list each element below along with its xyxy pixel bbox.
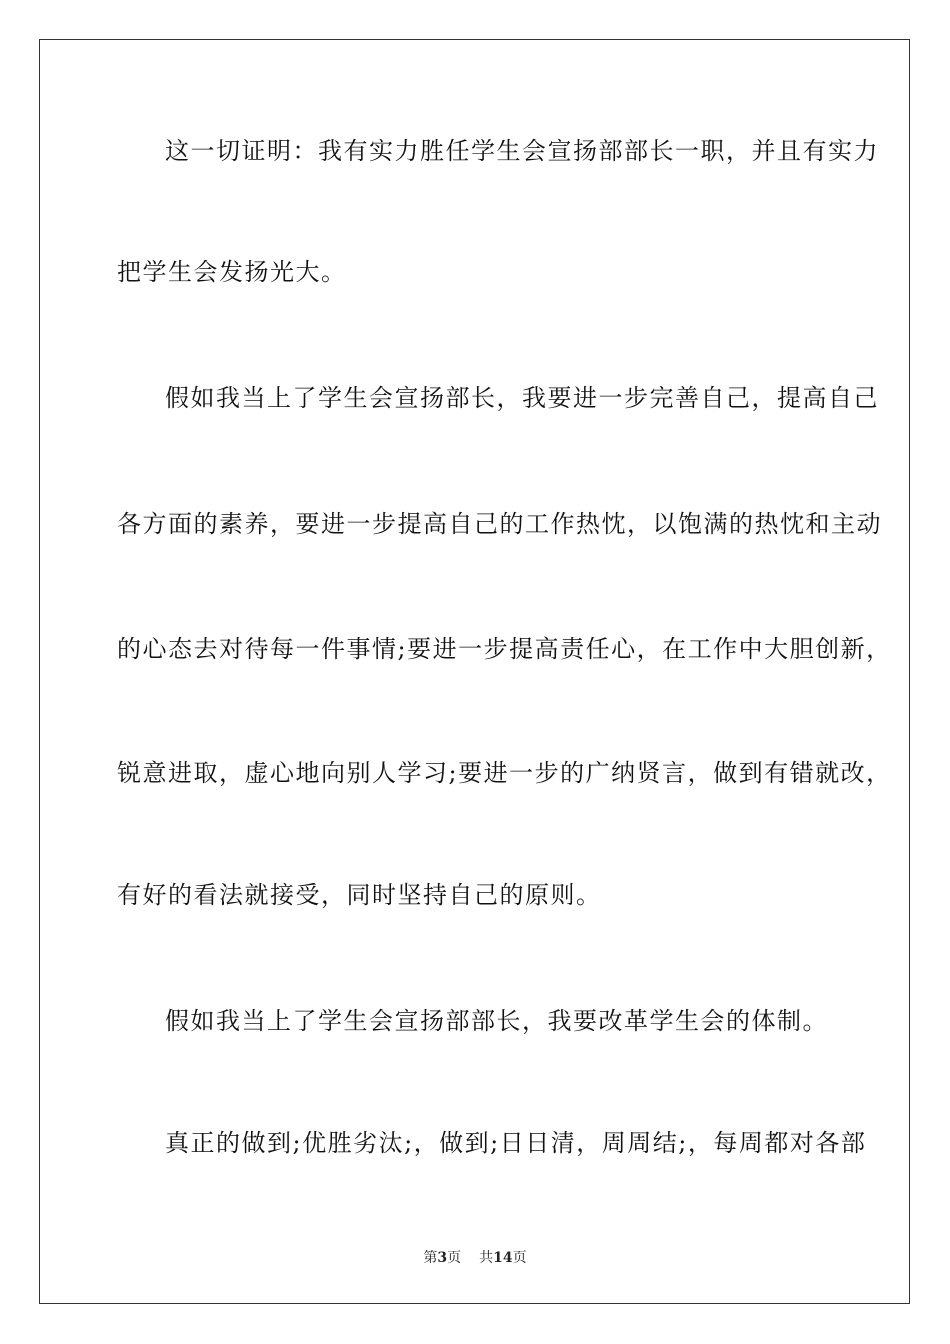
paragraph-line: 假如我当上了学生会宣扬部长，我要进一步完善自己，提高自己 xyxy=(165,384,879,412)
paragraph-line: 假如我当上了学生会宣扬部部长，我要改革学生会的体制。 xyxy=(165,1007,828,1035)
total-prefix: 共 xyxy=(479,1250,494,1266)
paragraph-line: 把学生会发扬光大。 xyxy=(117,258,347,286)
page-border xyxy=(39,39,910,1304)
paragraph-line: 这一切证明：我有实力胜任学生会宣扬部部长一职，并且有实力 xyxy=(165,137,879,165)
page-prefix: 第 xyxy=(423,1250,438,1266)
paragraph-line: 锐意进取，虚心地向别人学习;要进一步的广纳贤言，做到有错就改， xyxy=(117,759,892,787)
page-suffix: 页 xyxy=(447,1250,462,1266)
paragraph-line: 的心态去对待每一件事情;要进一步提高责任心，在工作中大胆创新， xyxy=(117,635,892,663)
total-suffix: 页 xyxy=(512,1250,527,1266)
paragraph-line: 真正的做到;优胜劣汰;，做到;日日清，周周结;，每周都对各部 xyxy=(165,1129,867,1157)
page-number: 3 xyxy=(437,1250,448,1266)
paragraph-line: 各方面的素养，要进一步提高自己的工作热忱，以饱满的热忱和主动 xyxy=(117,510,882,538)
page-footer xyxy=(0,1249,950,1267)
total-pages: 14 xyxy=(493,1250,513,1266)
paragraph-line: 有好的看法就接受，同时坚持自己的原则。 xyxy=(117,881,602,909)
